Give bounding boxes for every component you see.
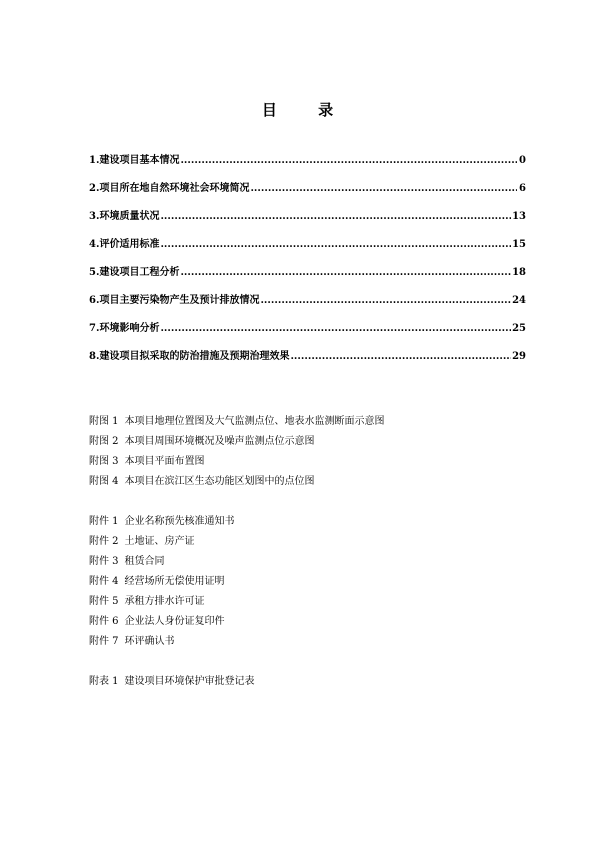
figure-code: 附图 2 bbox=[89, 436, 119, 447]
toc-entry-page: 0 bbox=[519, 155, 526, 166]
toc-leader-dots bbox=[180, 267, 511, 278]
attachment-code: 附件 3 bbox=[89, 556, 119, 567]
attachment-code: 附件 6 bbox=[89, 616, 119, 627]
toc-leader-dots bbox=[260, 295, 511, 306]
toc-entry-page: 24 bbox=[512, 295, 526, 306]
table-of-contents bbox=[89, 151, 526, 375]
toc-entry-label: 7.环境影响分析 bbox=[89, 323, 160, 334]
toc-entry[interactable] bbox=[89, 319, 526, 347]
toc-entry[interactable] bbox=[89, 179, 526, 207]
attachment-list bbox=[89, 512, 235, 652]
figure-title: 本项目周围环境概况及噪声监测点位示意图 bbox=[124, 436, 315, 447]
toc-entry[interactable] bbox=[89, 263, 526, 291]
toc-entry-page: 13 bbox=[512, 211, 526, 222]
attachment-item bbox=[89, 552, 235, 572]
figure-title: 本项目在滨江区生态功能区划图中的点位图 bbox=[124, 476, 315, 487]
toc-entry-label: 4.评价适用标准 bbox=[89, 239, 160, 250]
toc-entry[interactable] bbox=[89, 207, 526, 235]
toc-leader-dots bbox=[290, 351, 511, 362]
attachment-item bbox=[89, 532, 235, 552]
figure-code: 附图 4 bbox=[89, 476, 119, 487]
toc-leader-dots bbox=[160, 239, 511, 250]
figure-list bbox=[89, 412, 385, 492]
toc-entry-label: 1.建设项目基本情况 bbox=[89, 155, 180, 166]
attachment-code: 附件 7 bbox=[89, 636, 119, 647]
figure-title: 本项目平面布置图 bbox=[124, 456, 205, 467]
attachment-title: 企业法人身份证复印件 bbox=[124, 616, 225, 627]
attachment-item bbox=[89, 612, 235, 632]
figure-code: 附图 1 bbox=[89, 416, 119, 427]
attachment-code: 附件 2 bbox=[89, 536, 119, 547]
attachment-title: 环评确认书 bbox=[124, 636, 175, 647]
toc-entry-page: 6 bbox=[519, 183, 526, 194]
figure-title: 本项目地理位置图及大气监测点位、地表水监测断面示意图 bbox=[124, 416, 385, 427]
toc-leader-dots bbox=[160, 211, 511, 222]
toc-leader-dots bbox=[180, 155, 517, 166]
toc-entry-page: 15 bbox=[512, 239, 526, 250]
toc-entry-label: 8.建设项目拟采取的防治措施及预期治理效果 bbox=[89, 351, 290, 362]
toc-entry-label: 6.项目主要污染物产生及预计排放情况 bbox=[89, 295, 260, 306]
figure-code: 附图 3 bbox=[89, 456, 119, 467]
toc-entry[interactable] bbox=[89, 291, 526, 319]
attachment-item bbox=[89, 572, 235, 592]
attachment-title: 租赁合同 bbox=[124, 556, 165, 567]
page-title: 目 录 bbox=[261, 101, 352, 119]
attachment-code: 附件 5 bbox=[89, 596, 119, 607]
attachment-title: 企业名称预先核准通知书 bbox=[124, 516, 235, 527]
figure-item bbox=[89, 412, 385, 432]
toc-entry-page: 18 bbox=[512, 267, 526, 278]
toc-entry-label: 3.环境质量状况 bbox=[89, 211, 160, 222]
table-code: 附表 1 bbox=[89, 676, 119, 687]
table-item bbox=[89, 672, 255, 692]
toc-leader-dots bbox=[160, 323, 511, 334]
attachment-code: 附件 4 bbox=[89, 576, 119, 587]
attachment-title: 土地证、房产证 bbox=[124, 536, 195, 547]
attachment-item bbox=[89, 512, 235, 532]
attachment-item bbox=[89, 632, 235, 652]
attachment-item bbox=[89, 592, 235, 612]
figure-item bbox=[89, 452, 385, 472]
attachment-title: 经营场所无偿使用证明 bbox=[124, 576, 225, 587]
figure-item bbox=[89, 472, 385, 492]
toc-entry[interactable] bbox=[89, 235, 526, 263]
table-title: 建设项目环境保护审批登记表 bbox=[124, 676, 255, 687]
table-list bbox=[89, 672, 255, 692]
toc-entry[interactable] bbox=[89, 151, 526, 179]
toc-entry-page: 25 bbox=[512, 323, 526, 334]
toc-entry[interactable] bbox=[89, 347, 526, 375]
toc-entry-label: 5.建设项目工程分析 bbox=[89, 267, 180, 278]
figure-item bbox=[89, 432, 385, 452]
attachment-code: 附件 1 bbox=[89, 516, 119, 527]
toc-leader-dots bbox=[250, 183, 517, 194]
toc-entry-label: 2.项目所在地自然环境社会环境简况 bbox=[89, 183, 250, 194]
attachment-title: 承租方排水许可证 bbox=[124, 596, 205, 607]
toc-entry-page: 29 bbox=[512, 351, 526, 362]
